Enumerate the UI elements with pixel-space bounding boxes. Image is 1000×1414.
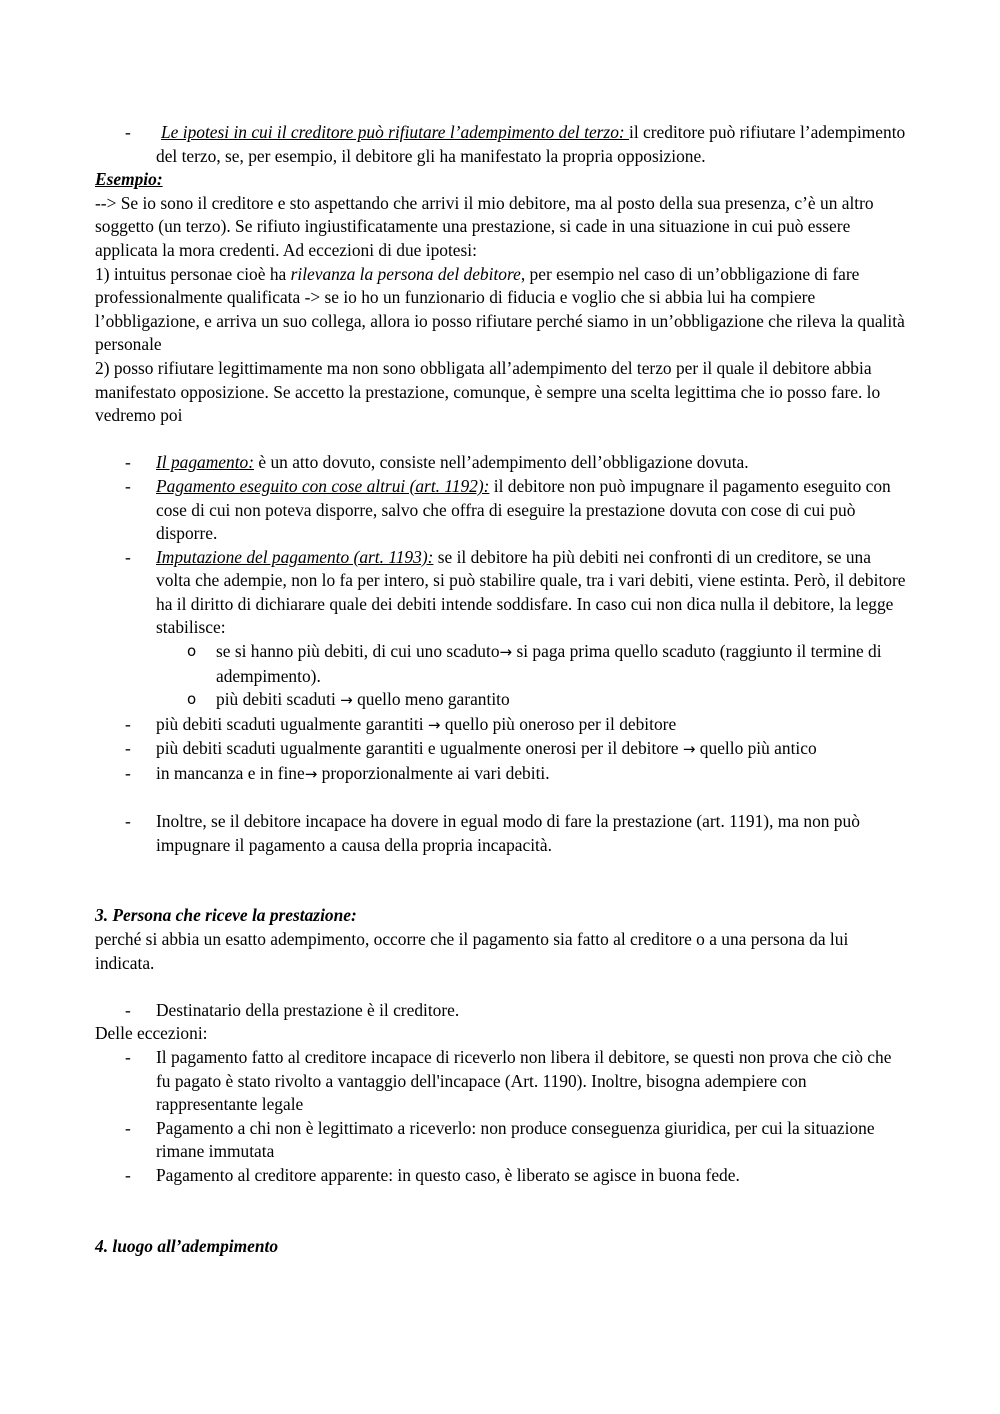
eccezioni-list: [95, 1046, 907, 1188]
dash-bullet: -: [125, 763, 131, 784]
item-title: Il pagamento:: [156, 452, 255, 473]
item-text: più debiti scaduti ugualmente garantiti: [156, 713, 428, 734]
item-text: il debitore non può impugnare il pagamento eseguito con cose di cui non poteva disporre, salvo che offra di eseguire la prestazione dovuta con cose di cui può disporre.: [156, 475, 891, 544]
item-text: Pagamento a chi non è legittimato a riceverlo: non produce conseguenza giuridica, per cui la situazione rimane immutata: [156, 1117, 875, 1162]
sub-item-text: se si hanno più debiti, di cui uno scaduto: [216, 641, 500, 662]
item-text: il creditore può rifiutare l’adempimento del terzo, se, per esempio, il debitore gli ha manifestato la propria opposizione.: [156, 122, 906, 166]
right-arrow-icon: →: [427, 715, 441, 734]
esempio-p2-start: 1) intuitus personae cioè ha: [95, 263, 291, 284]
dash-bullet: -: [125, 999, 131, 1020]
esempio-p2-italic: rilevanza la persona del debitore: [290, 263, 521, 284]
item-text: è un atto dovuto, consiste nell’adempimento dell’obbligazione dovuta.: [254, 452, 749, 473]
dash-bullet: -: [125, 811, 131, 832]
sub-item-text: si paga prima quello scaduto (raggiunto il termine di adempimento).: [216, 641, 882, 686]
dash-bullet: -: [125, 1164, 131, 1185]
dash-bullet: -: [125, 1117, 131, 1138]
item-text: più debiti scaduti ugualmente garantiti e ugualmente onerosi per il debitore: [156, 738, 683, 759]
item-title: Le ipotesi in cui il creditore può rifiutare l’adempimento del terzo:: [161, 122, 630, 142]
esempio-paragraph-1: --> Se io sono il creditore e sto aspettando che arrivi il mio debitore, ma al posto della sua presenza, c’è un altro soggetto (un terzo). Se rifiuto ingiustificatamente una prestazione, si cade in una situazione in cui può essere applicata la mora credenti. Ad eccezioni di due ipotesi:: [95, 192, 874, 260]
item-text: Pagamento al creditore apparente: in questo caso, è liberato se agisce in buona fede.: [156, 1164, 740, 1185]
section-3-heading: 3. Persona che riceve la prestazione:: [95, 905, 357, 926]
destinatario-list: [95, 999, 907, 1023]
item-text: se il debitore ha più debiti nei confronti di un creditore, se una volta che adempie, non lo fa per intero, si può stabilire quale, tra i vari debiti, viene estinta. Però, il debitore ha il diritto di dichiarare quale dei debiti intende soddisfare. In caso cui non dica nulla il debitore, la legge stabilisce:: [156, 546, 906, 638]
inoltre-list: [95, 810, 907, 857]
list-item: [125, 1164, 907, 1188]
esempio-title: Esempio:: [95, 169, 163, 190]
eccezioni-label: Delle eccezioni:: [95, 1023, 208, 1044]
item-text: proporzionalmente ai vari debiti.: [317, 763, 550, 784]
item-text: Inoltre, se il debitore incapace ha dovere in egual modo di fare la prestazione (art. 1191), ma non può impugnare il pagamento a causa della propria incapacità.: [156, 811, 860, 855]
list-item: [125, 737, 907, 762]
terzo-list: [95, 121, 907, 168]
circle-bullet: o: [187, 642, 197, 661]
list-item: [125, 1046, 907, 1117]
section-4-heading: 4. luogo all’adempimento: [95, 1235, 279, 1256]
pagamento-list: [95, 451, 907, 786]
item-text: in mancanza e in fine: [156, 763, 305, 784]
sublist-item: [187, 688, 907, 713]
list-item: [125, 713, 907, 738]
right-arrow-icon: →: [304, 765, 318, 784]
dash-bullet: -: [125, 713, 131, 734]
imputazione-sublist: [156, 640, 907, 713]
item-title: Imputazione del pagamento (art. 1193):: [156, 546, 434, 567]
right-arrow-icon: →: [499, 643, 513, 662]
sub-item-text: quello meno garantito: [352, 689, 510, 710]
right-arrow-icon: →: [340, 691, 353, 710]
esempio-paragraph-2: [95, 263, 907, 357]
dash-bullet: -: [125, 475, 131, 496]
list-item: [125, 451, 907, 475]
item-text: Il pagamento fatto al creditore incapace di riceverlo non libera il debitore, se questi non prova che ciò che fu pagato è stato rivolto a vantaggio dell'incapace (Art. 1190). Inoltre, bisogna adempiere con rappresentante legale: [156, 1046, 892, 1115]
dash-bullet: -: [125, 1046, 131, 1067]
esempio-p2-end: , per esempio nel caso di un’obbligazione di fare professionalmente qualificata -> se io ho un funzionario di fiducia e voglio che si abbia lui ha compiere l’obbligazione, e arriva un suo collega, allora io posso rifiutare perché siamo in un’obbligazione che rileva la qualità personale: [95, 263, 905, 355]
item-text: quello più oneroso per il debitore: [440, 713, 677, 734]
list-item: [125, 762, 907, 787]
dash-bullet: -: [125, 738, 131, 759]
document-page: [95, 121, 907, 1258]
sub-item-text: più debiti scaduti: [216, 689, 341, 710]
sublist-item: [187, 640, 907, 688]
list-item: [125, 475, 907, 546]
section-3-intro: perché si abbia un esatto adempimento, occorre che il pagamento sia fatto al creditore o a una persona da lui indicata.: [95, 929, 849, 973]
dash-bullet: -: [125, 546, 131, 567]
dash-bullet: -: [125, 452, 131, 473]
list-item: [125, 810, 907, 857]
list-item: [125, 121, 907, 168]
list-item: [125, 999, 907, 1023]
circle-bullet: o: [187, 690, 197, 709]
list-item: [125, 546, 907, 713]
right-arrow-icon: →: [682, 740, 696, 759]
dash-bullet: -: [125, 122, 131, 142]
list-item: [125, 1117, 907, 1164]
esempio-heading: [95, 168, 907, 192]
item-text: Destinatario della prestazione è il creditore.: [156, 999, 460, 1020]
item-title: Pagamento eseguito con cose altrui (art. 1192):: [156, 475, 490, 496]
esempio-paragraph-3: 2) posso rifiutare legittimamente ma non sono obbligata all’adempimento del terzo per il quale il debitore abbia manifestato opposizione. Se accetto la prestazione, comunque, è sempre una scelta legittima che io posso fare. lo vedremo poi: [95, 357, 881, 426]
item-text: quello più antico: [695, 738, 817, 759]
